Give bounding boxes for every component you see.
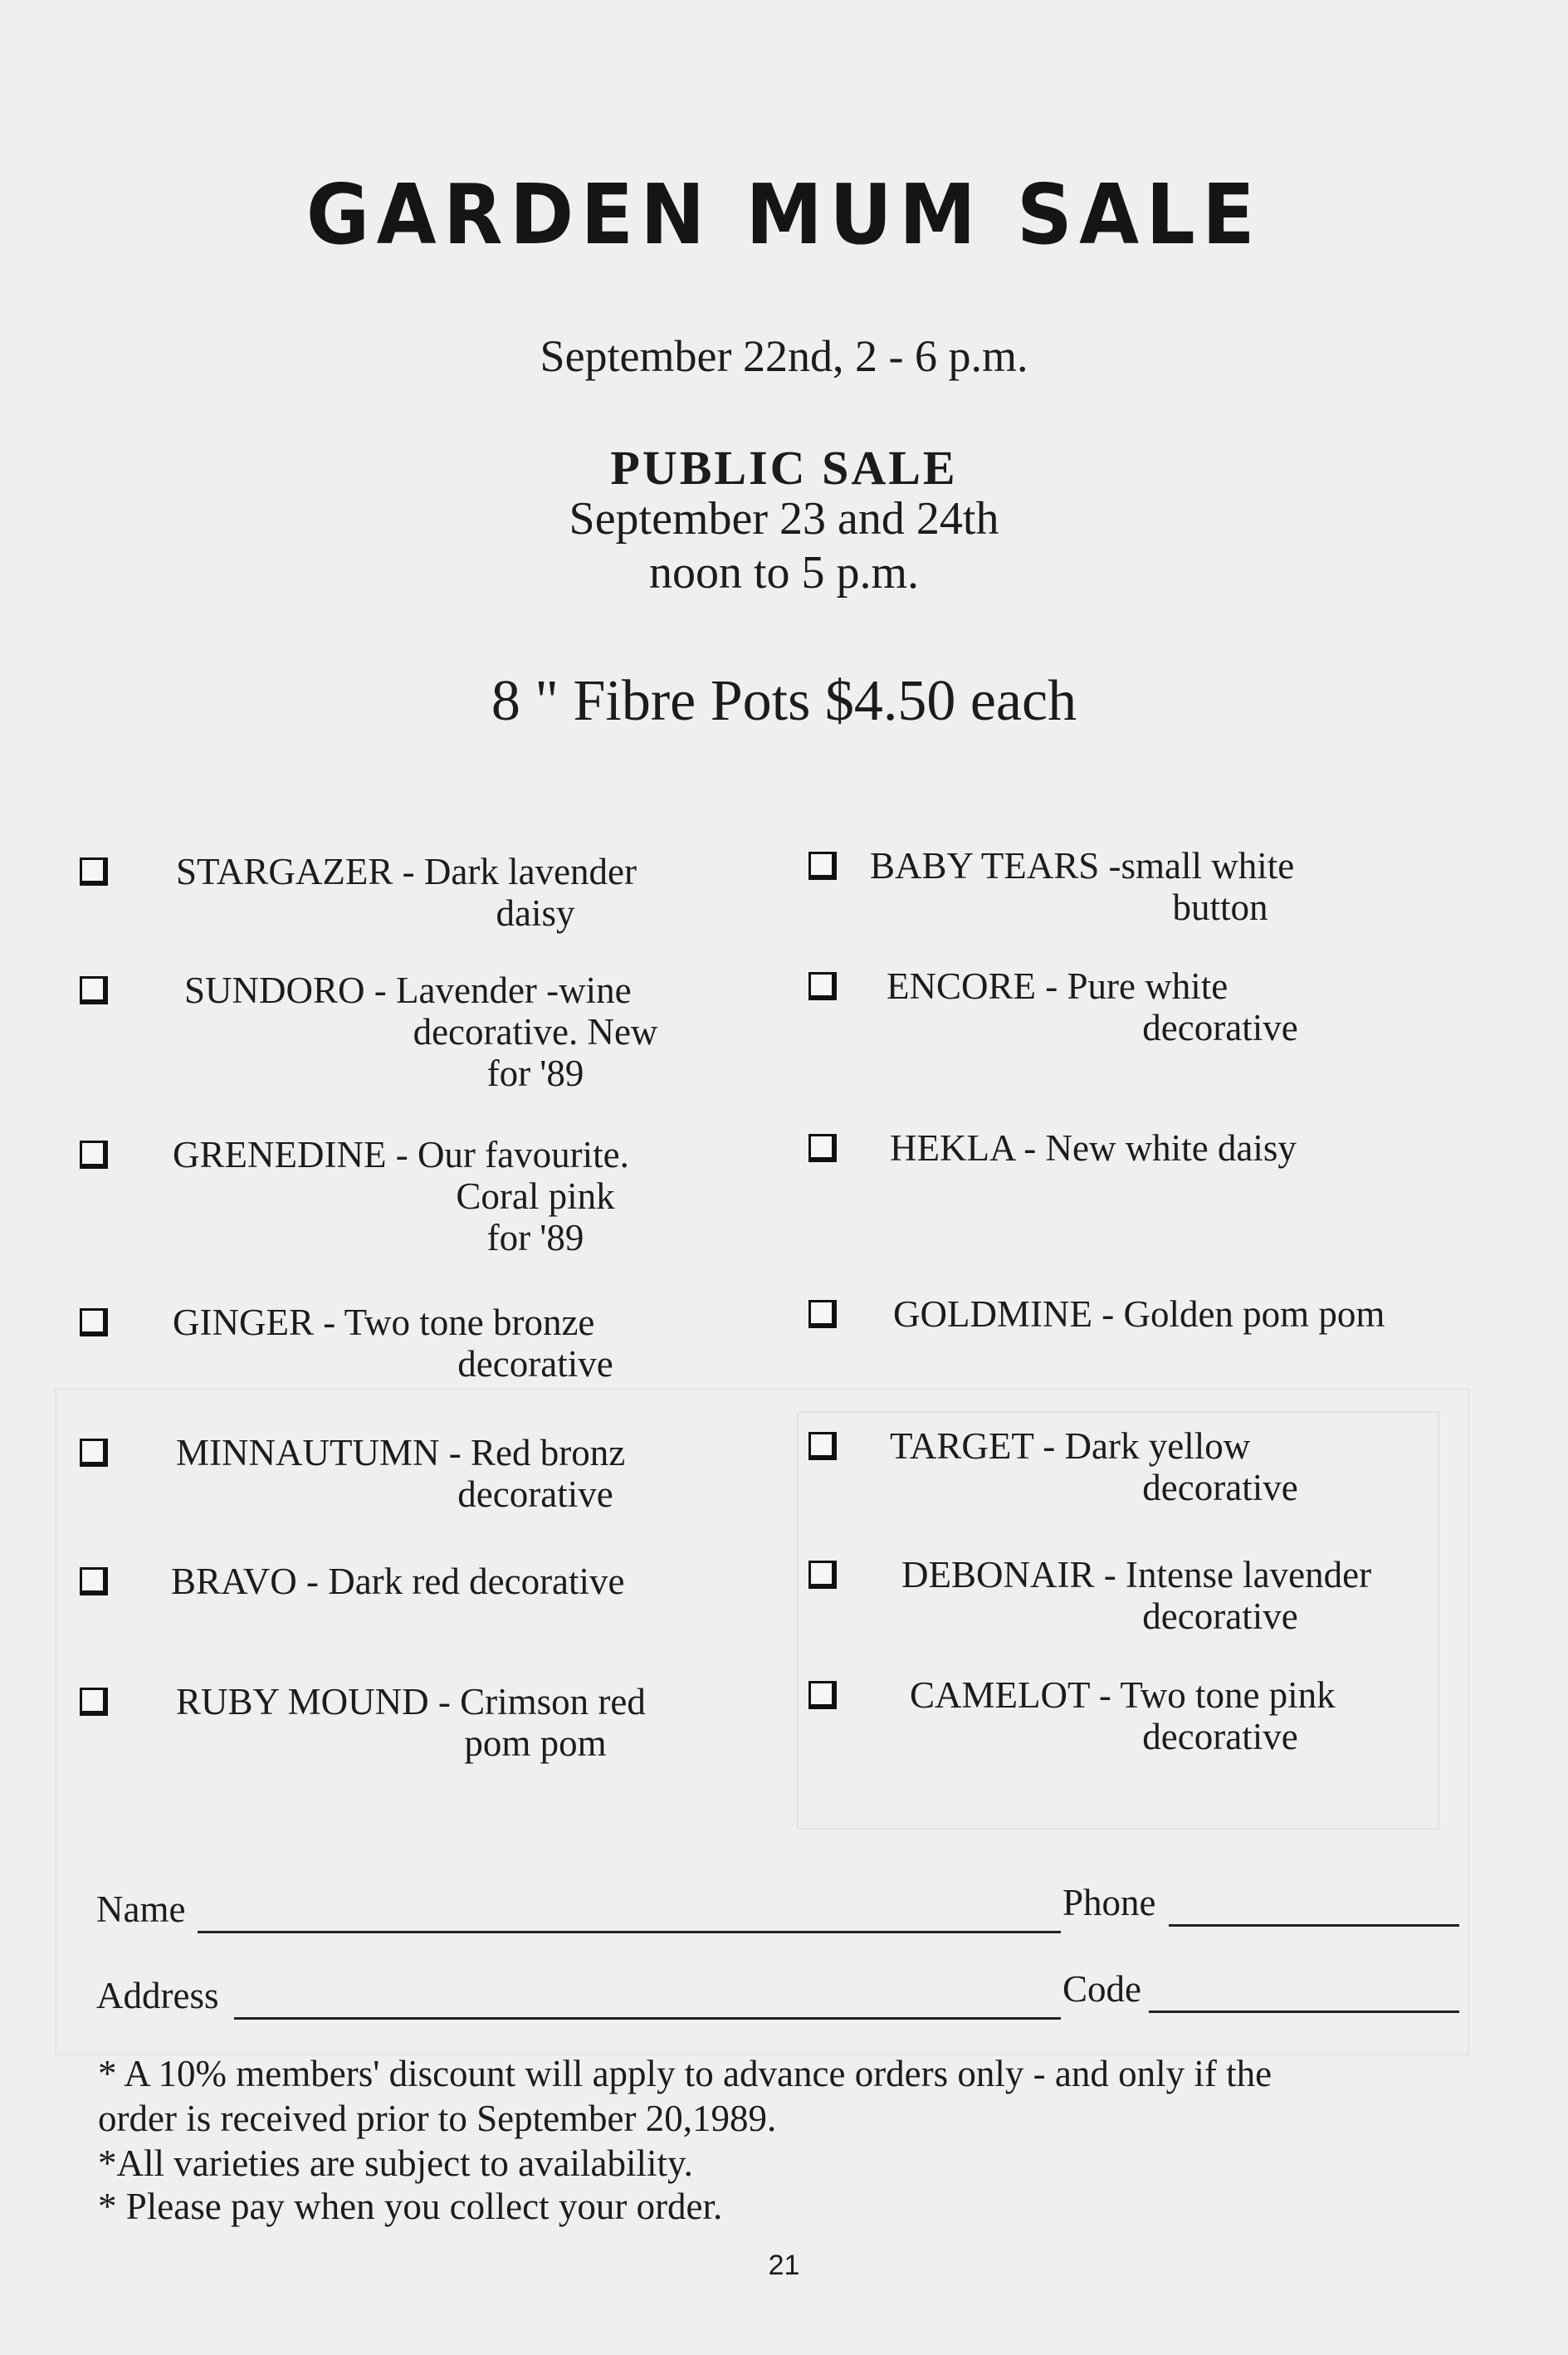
variety-checkbox[interactable] bbox=[808, 1681, 837, 1709]
phone-field[interactable] bbox=[1169, 1924, 1459, 1927]
footnote-payment: * Please pay when you collect your order. bbox=[98, 2186, 723, 2227]
variety-checkbox[interactable] bbox=[80, 1439, 108, 1467]
phone-label: Phone bbox=[1062, 1882, 1156, 1923]
variety-name-line: RUBY MOUND - Crimson red bbox=[176, 1681, 646, 1722]
variety-desc-line: decorative bbox=[1142, 1467, 1298, 1508]
variety-checkbox[interactable] bbox=[808, 1134, 837, 1162]
variety-desc-line: daisy bbox=[496, 892, 575, 934]
variety-desc-line: pom pom bbox=[464, 1722, 607, 1764]
variety-desc-line: for '89 bbox=[486, 1217, 584, 1258]
variety-checkbox[interactable] bbox=[80, 1567, 108, 1595]
variety-checkbox[interactable] bbox=[80, 1141, 108, 1169]
name-label: Name bbox=[96, 1888, 186, 1930]
price-line: 8 " Fibre Pots $4.50 each bbox=[491, 669, 1077, 733]
variety-checkbox[interactable] bbox=[808, 972, 837, 1000]
variety-checkbox[interactable] bbox=[808, 852, 837, 880]
public-sale-dates: September 23 and 24th bbox=[569, 493, 999, 545]
variety-name-line: GINGER - Two tone bronze bbox=[173, 1302, 595, 1343]
variety-name-line: DEBONAIR - Intense lavender bbox=[901, 1554, 1372, 1595]
variety-desc-line: decorative bbox=[457, 1343, 613, 1385]
variety-desc-line: Coral pink bbox=[456, 1175, 615, 1217]
variety-name-line: MINNAUTUMN - Red bronz bbox=[176, 1432, 626, 1473]
variety-name-line: GOLDMINE - Golden pom pom bbox=[893, 1293, 1385, 1335]
variety-checkbox[interactable] bbox=[80, 1308, 108, 1336]
variety-name-line: CAMELOT - Two tone pink bbox=[910, 1674, 1336, 1716]
variety-checkbox[interactable] bbox=[808, 1432, 837, 1460]
variety-name-line: HEKLA - New white daisy bbox=[890, 1127, 1297, 1169]
code-label: Code bbox=[1062, 1968, 1141, 2010]
variety-name-line: BRAVO - Dark red decorative bbox=[171, 1561, 625, 1602]
variety-checkbox[interactable] bbox=[80, 857, 108, 886]
public-sale-heading: PUBLIC SALE bbox=[610, 441, 958, 495]
footnote-availability: *All varieties are subject to availability. bbox=[98, 2142, 693, 2184]
variety-desc-line: decorative bbox=[1142, 1595, 1298, 1637]
variety-checkbox[interactable] bbox=[808, 1300, 837, 1328]
variety-desc-line: decorative bbox=[1142, 1007, 1298, 1048]
variety-name-line: STARGAZER - Dark lavender bbox=[176, 851, 637, 892]
public-sale-hours: noon to 5 p.m. bbox=[648, 547, 920, 599]
variety-checkbox[interactable] bbox=[80, 1688, 108, 1716]
address-label: Address bbox=[96, 1975, 219, 2016]
variety-desc-line: decorative. New bbox=[413, 1011, 658, 1053]
variety-desc-line: for '89 bbox=[486, 1053, 584, 1094]
address-field[interactable] bbox=[234, 2017, 1061, 2020]
variety-checkbox[interactable] bbox=[80, 976, 108, 1004]
variety-name-line: SUNDORO - Lavender -wine bbox=[184, 970, 632, 1011]
variety-desc-line: button bbox=[1172, 887, 1268, 928]
footnote-discount: * A 10% members' discount will apply to advance orders only - and only if the bbox=[98, 2053, 1272, 2094]
variety-desc-line: decorative bbox=[457, 1473, 613, 1515]
page-number: 21 bbox=[768, 2250, 800, 2281]
code-field[interactable] bbox=[1149, 2011, 1459, 2013]
page-title: GARDEN MUM SALE bbox=[305, 166, 1263, 263]
footnote-discount-cont: order is received prior to September 20,1989. bbox=[98, 2098, 777, 2139]
variety-name-line: BABY TEARS -small white bbox=[870, 845, 1295, 887]
members-sale-date: September 22nd, 2 - 6 p.m. bbox=[540, 331, 1028, 381]
variety-name-line: GRENEDINE - Our favourite. bbox=[173, 1134, 629, 1175]
variety-checkbox[interactable] bbox=[808, 1561, 837, 1589]
variety-name-line: ENCORE - Pure white bbox=[887, 965, 1229, 1007]
variety-name-line: TARGET - Dark yellow bbox=[890, 1425, 1251, 1467]
variety-desc-line: decorative bbox=[1142, 1716, 1298, 1757]
name-field[interactable] bbox=[198, 1931, 1061, 1933]
